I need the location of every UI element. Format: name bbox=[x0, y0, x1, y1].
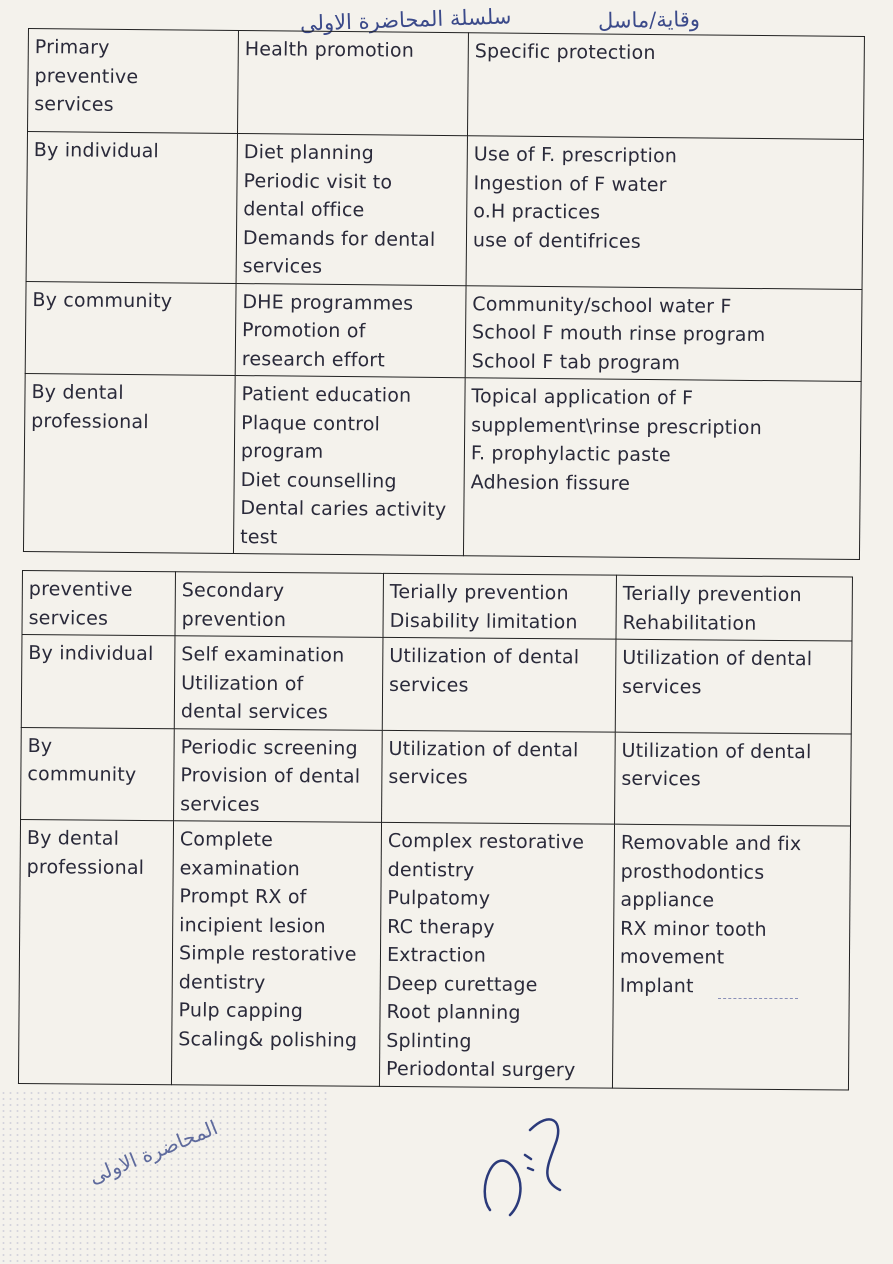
table-row bbox=[21, 635, 852, 734]
header-cell: Secondary prevention bbox=[175, 572, 383, 638]
specific-protection-cell: Topical application of F supplement\rinse prescription F. prophylactic paste Adhesion fissure bbox=[463, 378, 861, 560]
table-header-row bbox=[28, 29, 865, 140]
row-label: By dental professional bbox=[18, 819, 173, 1084]
secondary-cell: Complete examination Prompt RX of incipient lesion Simple restorative dentistry Pulp capping Scaling& polishing bbox=[171, 821, 381, 1087]
row-label: By dental professional bbox=[23, 373, 235, 553]
handwritten-note: المحاضرة الاولى bbox=[85, 1115, 221, 1189]
specific-protection-cell: Use of F. prescription Ingestion of F water o.H practices use of dentifrices bbox=[466, 136, 863, 289]
row-label: By community bbox=[21, 727, 175, 821]
specific-protection-cell: Community/school water F School F mouth rinse program School F tab program bbox=[465, 285, 862, 381]
header-cell: preventive services bbox=[22, 571, 175, 636]
rehab-cell: Utilization of dental services bbox=[615, 639, 852, 733]
health-promotion-cell: Patient education Plaque control program Diet counselling Dental caries activity test bbox=[233, 376, 465, 556]
rehab-cell: Utilization of dental services bbox=[615, 732, 852, 826]
secondary-cell: Self examination Utilization of dental services bbox=[174, 636, 383, 730]
header-text: Primary preventive services bbox=[34, 36, 139, 116]
row-label: By community bbox=[25, 281, 236, 376]
row-label: By individual bbox=[21, 635, 175, 729]
health-promotion-cell: DHE programmes Promotion of research effort bbox=[235, 283, 466, 378]
scan-noise bbox=[0, 1090, 330, 1264]
pencil-mark bbox=[718, 998, 798, 999]
table-row bbox=[25, 281, 862, 382]
handwritten-title: سلسلة المحاضرة الاولى bbox=[299, 4, 512, 36]
disability-cell: Complex restorative dentistry Pulpatomy RC therapy Extraction Deep curettage Root planning Splinting Periodontal surgery bbox=[379, 822, 614, 1088]
table-row bbox=[18, 819, 850, 1090]
primary-prevention-table bbox=[23, 28, 865, 560]
table-header-row bbox=[22, 571, 852, 642]
health-promotion-cell: Diet planning Periodic visit to dental office Demands for dental services bbox=[236, 134, 467, 286]
disability-cell: Utilization of dental services bbox=[382, 730, 616, 824]
header-text: Specific protection bbox=[474, 40, 656, 65]
rehab-cell: Removable and fix prosthodontics appliance RX minor tooth movement Implant bbox=[612, 824, 850, 1090]
header-cell bbox=[237, 31, 468, 136]
row-label: By individual bbox=[26, 132, 237, 284]
disability-cell: Utilization of dental services bbox=[382, 637, 616, 731]
header-cell: Terially prevention Disability limitation bbox=[383, 573, 616, 639]
handwritten-author: وقاية/ماسل bbox=[597, 7, 701, 33]
table-row bbox=[23, 373, 861, 559]
signature-icon bbox=[470, 1100, 590, 1220]
table-row bbox=[21, 727, 852, 826]
header-text: Health promotion bbox=[244, 38, 415, 62]
header-cell bbox=[28, 29, 239, 134]
header-cell: Terially prevention Rehabilitation bbox=[616, 575, 852, 641]
secondary-cell: Periodic screening Provision of dental services bbox=[174, 728, 383, 822]
header-cell bbox=[467, 33, 864, 140]
table-row bbox=[26, 132, 863, 290]
secondary-tertiary-prevention-table bbox=[18, 570, 853, 1091]
